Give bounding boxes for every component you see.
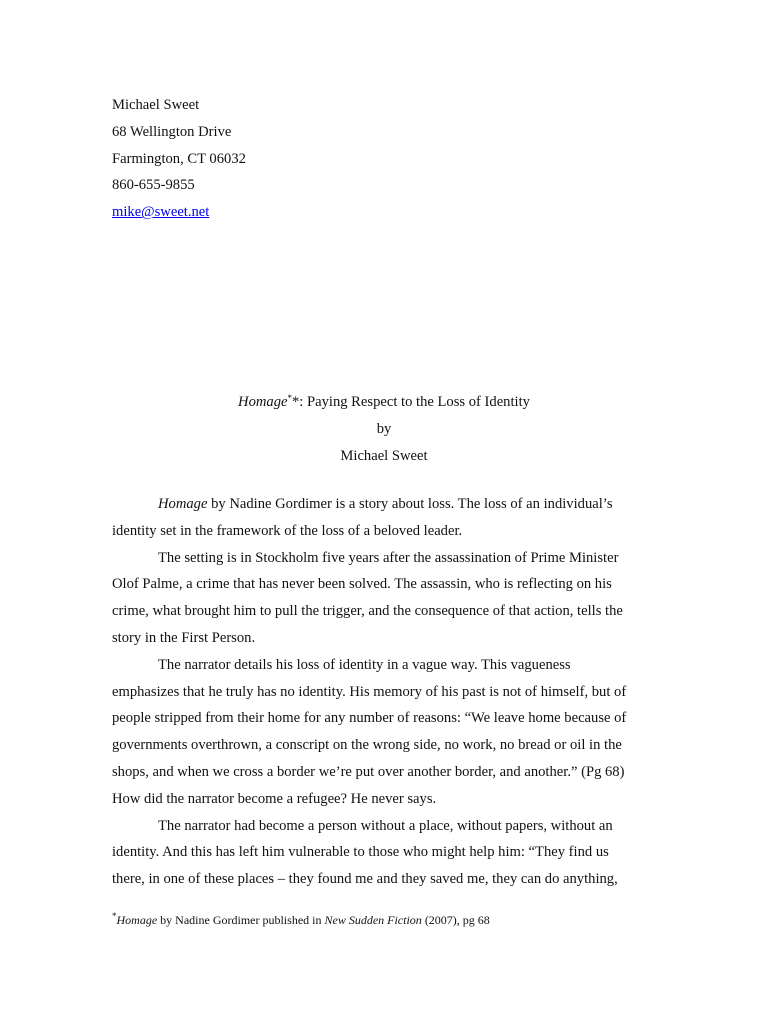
body-line: The narrator details his loss of identity in a vague way. This vagueness xyxy=(158,656,571,673)
phone-number: 860-655-9855 xyxy=(112,177,195,194)
body-line: identity. And this has left him vulnerable to those who might help him: “They find us xyxy=(112,844,609,861)
city-state-zip: Farmington, CT 06032 xyxy=(112,150,246,167)
footnote-text: by Nadine Gordimer published in xyxy=(157,913,325,927)
body-line: The setting is in Stockholm five years after the assassination of Prime Minister xyxy=(158,549,619,566)
body-line: crime, what brought him to pull the trigger, and the consequence of that action, tells the xyxy=(112,603,623,620)
footnote-marker: * xyxy=(112,911,117,921)
title-footnote-marker[interactable]: * xyxy=(287,393,292,403)
essay-body xyxy=(112,491,644,893)
street-address: 68 Wellington Drive xyxy=(112,123,232,140)
body-line: identity set in the framework of the loss of a beloved leader. xyxy=(112,522,463,539)
title-rest: *: Paying Respect to the Loss of Identity xyxy=(292,394,530,410)
body-line: there, in one of these places – they found me and they saved me, they can do anything, xyxy=(112,871,618,888)
story-title-italic: Homage xyxy=(158,496,208,512)
footnote xyxy=(112,911,490,928)
body-line: Olof Palme, a crime that has never been solved. The assassin, who is reflecting on his xyxy=(112,576,612,593)
footnote-story-title: Homage xyxy=(116,913,158,927)
footnote-citation: (2007), pg 68 xyxy=(421,913,490,927)
body-line: emphasizes that he truly has no identity. His memory of his past is not of himself, but of xyxy=(112,683,627,700)
title-author: Michael Sweet xyxy=(340,447,428,464)
title-block xyxy=(112,385,656,469)
footnote-book-title: New Sudden Fiction xyxy=(324,913,422,927)
body-line: shops, and when we cross a border we’re put over another border, and another.” (Pg 68) xyxy=(112,763,625,780)
by-line: by xyxy=(376,420,392,437)
body-line xyxy=(112,491,644,518)
body-line: governments overthrown, a conscript on the wrong side, no work, no bread or oil in the xyxy=(112,737,622,754)
email-link[interactable]: mike@sweet.net xyxy=(112,204,210,221)
body-line-text: by Nadine Gordimer is a story about loss. The loss of an individual’s xyxy=(207,496,613,512)
author-name: Michael Sweet xyxy=(112,97,200,113)
body-line: story in the First Person. xyxy=(112,629,256,646)
title-italic: Homage xyxy=(238,394,288,410)
essay-title xyxy=(112,385,656,416)
author-address-block xyxy=(112,92,246,226)
body-line: How did the narrator become a refugee? He never says. xyxy=(112,790,437,807)
body-line: The narrator had become a person without a place, without papers, without an xyxy=(158,817,613,834)
body-line: people stripped from their home for any number of reasons: “We leave home because of xyxy=(112,710,627,727)
